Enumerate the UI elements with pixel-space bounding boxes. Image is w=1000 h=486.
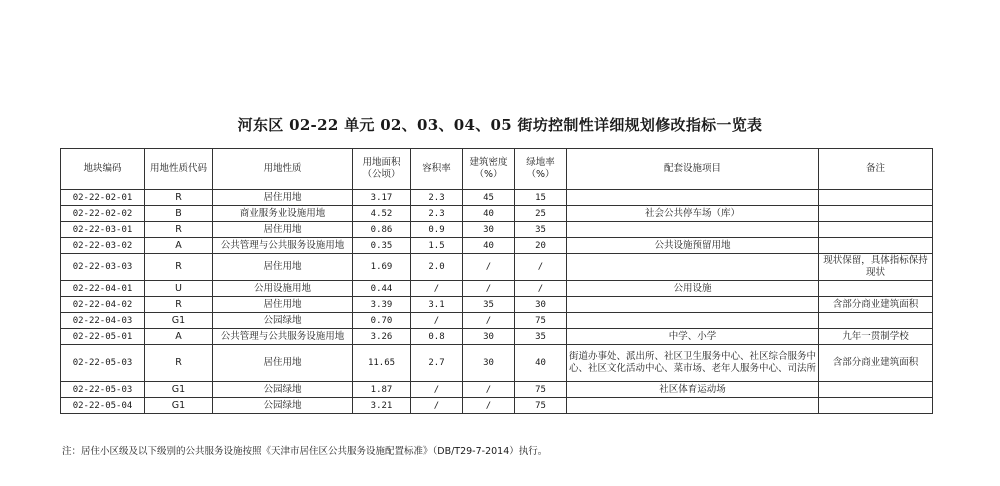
cell-landuse: 公用设施用地 — [213, 281, 353, 297]
cell-far: 2.3 — [411, 190, 463, 206]
table-row — [61, 313, 933, 329]
cell-landuse-code: R — [145, 254, 213, 281]
cell-facilities — [567, 222, 819, 238]
cell-landuse-code: R — [145, 222, 213, 238]
cell-plot-no: 02-22-05-03 — [61, 345, 145, 382]
cell-green: 30 — [515, 297, 567, 313]
cell-green: 40 — [515, 345, 567, 382]
header-far: 容积率 — [411, 149, 463, 190]
cell-facilities: 公共设施预留用地 — [567, 238, 819, 254]
cell-density: / — [463, 313, 515, 329]
cell-area: 11.65 — [353, 345, 411, 382]
cell-remarks — [819, 238, 933, 254]
cell-remarks — [819, 222, 933, 238]
cell-remarks: 现状保留，具体指标保持现状 — [819, 254, 933, 281]
cell-green: 20 — [515, 238, 567, 254]
cell-density: 30 — [463, 329, 515, 345]
cell-remarks: 含部分商业建筑面积 — [819, 297, 933, 313]
cell-far: / — [411, 281, 463, 297]
cell-remarks — [819, 190, 933, 206]
cell-remarks — [819, 382, 933, 398]
cell-landuse-code: A — [145, 238, 213, 254]
cell-green: 75 — [515, 398, 567, 414]
cell-area: 0.86 — [353, 222, 411, 238]
cell-plot-no: 02-22-02-01 — [61, 190, 145, 206]
table-row — [61, 190, 933, 206]
cell-landuse: 居住用地 — [213, 297, 353, 313]
cell-facilities — [567, 313, 819, 329]
page-title: 河东区 02-22 单元 02、03、04、05 街坊控制性详细规划修改指标一览表 — [237, 116, 763, 134]
cell-landuse: 公园绿地 — [213, 382, 353, 398]
cell-green: 75 — [515, 382, 567, 398]
cell-density: 45 — [463, 190, 515, 206]
table-row — [61, 345, 933, 382]
table-row — [61, 382, 933, 398]
cell-plot-no: 02-22-05-03 — [61, 382, 145, 398]
cell-facilities: 街道办事处、派出所、社区卫生服务中心、社区综合服务中心、社区文化活动中心、菜市场、老年人服务中心、司法所 — [567, 345, 819, 382]
cell-facilities: 社区体育运动场 — [567, 382, 819, 398]
cell-facilities — [567, 398, 819, 414]
cell-facilities — [567, 190, 819, 206]
cell-area: 4.52 — [353, 206, 411, 222]
cell-area: 0.35 — [353, 238, 411, 254]
cell-far: 0.9 — [411, 222, 463, 238]
header-remarks: 备注 — [819, 149, 933, 190]
cell-landuse-code: U — [145, 281, 213, 297]
cell-facilities — [567, 254, 819, 281]
cell-landuse-code: R — [145, 190, 213, 206]
cell-far: 2.7 — [411, 345, 463, 382]
cell-green: 25 — [515, 206, 567, 222]
cell-remarks — [819, 206, 933, 222]
cell-density: 35 — [463, 297, 515, 313]
cell-remarks — [819, 398, 933, 414]
cell-landuse: 公园绿地 — [213, 313, 353, 329]
cell-area: 0.44 — [353, 281, 411, 297]
table-row — [61, 281, 933, 297]
cell-area: 0.70 — [353, 313, 411, 329]
cell-far: 2.0 — [411, 254, 463, 281]
cell-green: / — [515, 281, 567, 297]
cell-remarks: 含部分商业建筑面积 — [819, 345, 933, 382]
cell-far: 3.1 — [411, 297, 463, 313]
cell-area: 1.87 — [353, 382, 411, 398]
table-header-row — [61, 149, 933, 190]
cell-far: / — [411, 313, 463, 329]
cell-landuse: 居住用地 — [213, 345, 353, 382]
cell-facilities: 公用设施 — [567, 281, 819, 297]
cell-plot-no: 02-22-03-03 — [61, 254, 145, 281]
cell-green: 15 — [515, 190, 567, 206]
cell-landuse-code: B — [145, 206, 213, 222]
cell-area: 3.39 — [353, 297, 411, 313]
cell-far: 0.8 — [411, 329, 463, 345]
cell-green: 35 — [515, 222, 567, 238]
header-landuse-code: 用地性质代码 — [145, 149, 213, 190]
table-row — [61, 254, 933, 281]
cell-landuse: 公园绿地 — [213, 398, 353, 414]
cell-density: 40 — [463, 206, 515, 222]
header-area: 用地面积（公顷） — [353, 149, 411, 190]
cell-facilities: 中学、小学 — [567, 329, 819, 345]
cell-plot-no: 02-22-05-04 — [61, 398, 145, 414]
table-row — [61, 222, 933, 238]
table-row — [61, 398, 933, 414]
cell-area: 3.21 — [353, 398, 411, 414]
cell-landuse-code: G1 — [145, 382, 213, 398]
cell-plot-no: 02-22-04-01 — [61, 281, 145, 297]
header-density: 建筑密度（%） — [463, 149, 515, 190]
table-row — [61, 329, 933, 345]
indicator-table — [60, 148, 933, 414]
cell-far: 2.3 — [411, 206, 463, 222]
cell-area: 3.17 — [353, 190, 411, 206]
cell-density: 30 — [463, 345, 515, 382]
cell-landuse-code: A — [145, 329, 213, 345]
table-row — [61, 297, 933, 313]
cell-landuse-code: G1 — [145, 398, 213, 414]
table-row — [61, 238, 933, 254]
header-facilities: 配套设施项目 — [567, 149, 819, 190]
cell-plot-no: 02-22-03-01 — [61, 222, 145, 238]
cell-facilities: 社会公共停车场（库） — [567, 206, 819, 222]
header-plot-no: 地块编码 — [61, 149, 145, 190]
cell-density: / — [463, 281, 515, 297]
cell-density: 40 — [463, 238, 515, 254]
cell-green: / — [515, 254, 567, 281]
cell-plot-no: 02-22-04-03 — [61, 313, 145, 329]
cell-plot-no: 02-22-02-02 — [61, 206, 145, 222]
cell-landuse-code: R — [145, 345, 213, 382]
cell-landuse: 商业服务业设施用地 — [213, 206, 353, 222]
cell-density: 30 — [463, 222, 515, 238]
cell-landuse: 居住用地 — [213, 190, 353, 206]
cell-area: 3.26 — [353, 329, 411, 345]
cell-far: 1.5 — [411, 238, 463, 254]
cell-landuse: 公共管理与公共服务设施用地 — [213, 329, 353, 345]
cell-density: / — [463, 398, 515, 414]
cell-plot-no: 02-22-05-01 — [61, 329, 145, 345]
cell-density: / — [463, 254, 515, 281]
cell-green: 75 — [515, 313, 567, 329]
cell-remarks — [819, 313, 933, 329]
cell-landuse-code: G1 — [145, 313, 213, 329]
cell-density: / — [463, 382, 515, 398]
table-footnote: 注：居住小区级及以下级别的公共服务设施按照《天津市居住区公共服务设施配置标准》（DB/T29-7-2014）执行。 — [62, 446, 548, 457]
cell-landuse: 居住用地 — [213, 222, 353, 238]
table-row — [61, 206, 933, 222]
cell-area: 1.69 — [353, 254, 411, 281]
cell-plot-no: 02-22-03-02 — [61, 238, 145, 254]
cell-landuse-code: R — [145, 297, 213, 313]
cell-landuse: 公共管理与公共服务设施用地 — [213, 238, 353, 254]
cell-remarks: 九年一贯制学校 — [819, 329, 933, 345]
cell-plot-no: 02-22-04-02 — [61, 297, 145, 313]
cell-green: 35 — [515, 329, 567, 345]
cell-far: / — [411, 398, 463, 414]
cell-remarks — [819, 281, 933, 297]
header-green: 绿地率（%） — [515, 149, 567, 190]
cell-facilities — [567, 297, 819, 313]
header-landuse: 用地性质 — [213, 149, 353, 190]
cell-far: / — [411, 382, 463, 398]
cell-landuse: 居住用地 — [213, 254, 353, 281]
